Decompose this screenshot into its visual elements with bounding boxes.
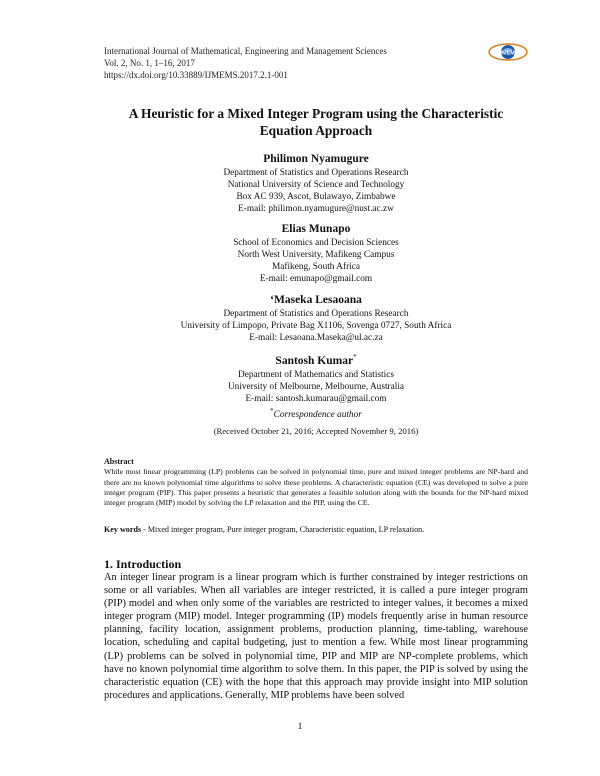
section-heading: 1. Introduction (104, 557, 182, 571)
author-affiliation: School of Economics and Decision Sciences (233, 238, 399, 248)
journal-name: International Journal of Mathematical, Engineering and Management Sciences (104, 46, 387, 56)
author-address: Box AC 939, Ascot, Bulawayo, Zimbabwe (236, 192, 396, 202)
author-name: ‘Maseka Lesaoana (270, 294, 362, 306)
intro-paragraph: An integer linear program is a linear program which is further constrained by integer restrictions on some or all variables. When all variables are integer restricted, it is called a pure integer program (PIP) model and when only some of the variables are restricted to integer values, it becomes a mixed integer program (MIP) model. Integer programming (IP) models frequently arise in human resource planning, facility location, assignment problems, production planning, time-tabling, warehouse location, scheduling and capital budgeting, just to mention a few. While most linear programming (LP) problems can be solved in polynomial time, PIP and MIP are NP-complete problems, which have no known polynomial time algorithm to solve them. In this paper, the PIP is solved by using the characteristic equation (CE) with the hope that this approach may provide insight into MIP solution procedures and applications. Generally, MIP problems have been solved (104, 572, 528, 701)
paper-title-line-1: A Heuristic for a Mixed Integer Program using the Characteristic (128, 106, 504, 121)
journal-logo-icon (488, 40, 528, 64)
keywords (104, 525, 528, 534)
author-affiliation: North West University, Mafikeng Campus (237, 250, 395, 260)
intro-body (104, 571, 528, 702)
author-block-3 (104, 293, 528, 344)
author-block-1 (104, 152, 528, 215)
paper-title-line-2: Equation Approach (259, 123, 373, 138)
correspondence-mark: * (270, 406, 274, 415)
corresponding-mark: * (353, 353, 357, 361)
abstract-block (104, 457, 528, 508)
author-affiliation: National University of Science and Technology (227, 180, 405, 190)
journal-doi[interactable]: https://dx.doi.org/10.33889/IJMEMS.2017.2.1-001 (104, 70, 288, 80)
received-dates: (Received October 21, 2016; Accepted November 9, 2016) (213, 426, 419, 436)
author-name: Philimon Nyamugure (263, 153, 369, 165)
author-email[interactable]: E-mail: santosh.kumarau@gmail.com (245, 393, 387, 404)
correspondence-note (104, 405, 528, 421)
abstract-heading: Abstract (104, 457, 134, 466)
journal-volume: Vol. 2, No. 1, 1–16, 2017 (104, 58, 195, 68)
author-email[interactable]: E-mail: Lesaoana.Maseka@ul.ac.za (249, 333, 383, 343)
keywords-label: Key words (104, 525, 142, 534)
author-name-text: Santosh Kumar (275, 354, 354, 367)
abstract-text: While most linear programming (LP) problems can be solved in polynomial time, pure and mixed integer problems are NP-hard and there are no known polynomial time algorithms to solve these problems. A characteristic equation (CE) was developed to solve a pure integer program (PIP). This paper presents a heuristic that generates a feasible solution along with the bounds for the NP-hard mixed integer program (MIP) model by solving the LP relaxation and the PIP, using the CE. (104, 467, 528, 508)
author-block-2 (104, 222, 528, 285)
journal-header (104, 45, 387, 81)
author-address: University of Limpopo, Private Bag X1106, Sovenga 0727, South Africa (180, 321, 452, 331)
author-address: Mafikeng, South Africa (271, 262, 361, 272)
keywords-text: - Mixed integer program, Pure integer program, Characteristic equation, LP relaxation. (141, 525, 425, 534)
page-number: 1 (297, 722, 303, 732)
author-affiliation: Department of Statistics and Operations Research (223, 168, 409, 178)
author-affiliation: University of Melbourne, Melbourne, Australia (227, 381, 405, 392)
author-email[interactable]: E-mail: philimon.nyamugure@nust.ac.zw (238, 204, 394, 214)
author-affiliation: Department of Mathematics and Statistics (238, 369, 394, 380)
paper-title (104, 105, 528, 139)
author-name: Elias Munapo (281, 223, 351, 235)
author-name (104, 350, 528, 369)
correspondence-text: Correspondence author (273, 409, 362, 420)
author-affiliation: Department of Statistics and Operations Research (223, 309, 409, 319)
author-block-4 (104, 350, 528, 421)
logo-text: IJMEMS (497, 50, 519, 57)
author-email[interactable]: E-mail: emunapo@gmail.com (259, 274, 373, 284)
